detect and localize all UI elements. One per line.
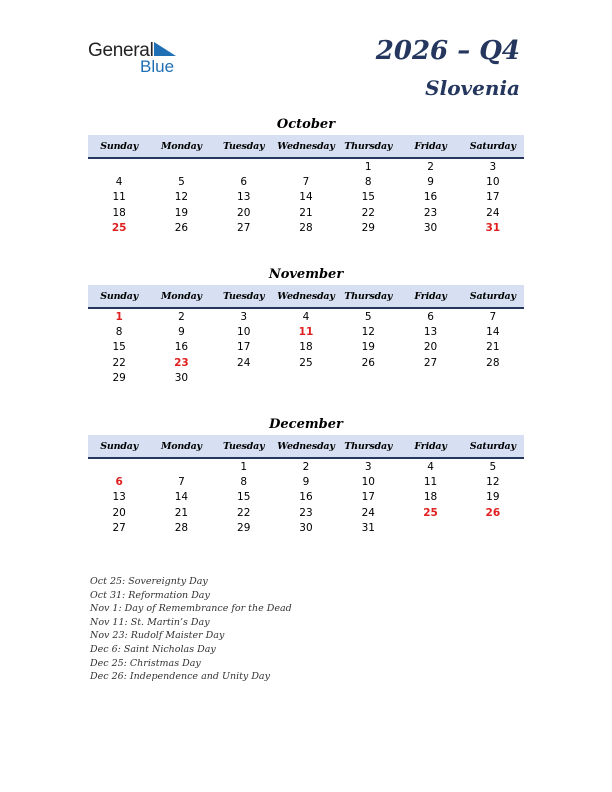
day-cell: 7 <box>302 175 310 188</box>
week-row <box>88 220 524 235</box>
day-cell: 30 <box>423 221 438 234</box>
day-cell: 26 <box>485 506 501 519</box>
day-cell: 14 <box>174 491 189 504</box>
day-cell: 8 <box>364 175 372 188</box>
day-cell: 3 <box>364 460 372 473</box>
brand-name-blue: Blue <box>140 57 175 76</box>
weekday-wednesday: Wednesday <box>277 140 335 152</box>
weekday-thursday: Thursday <box>344 440 393 452</box>
weekday-sunday: Sunday <box>100 140 139 152</box>
weekday-saturday: Saturday <box>469 290 516 302</box>
month-december <box>88 415 524 535</box>
day-cell: 5 <box>364 310 372 323</box>
weekday-wednesday: Wednesday <box>277 290 335 302</box>
weekday-monday: Monday <box>160 290 202 302</box>
weekday-tuesday: Tuesday <box>222 440 265 452</box>
day-cell: 17 <box>486 191 500 204</box>
brand-triangle-icon <box>154 42 176 56</box>
day-cell: 13 <box>112 491 126 504</box>
week-row <box>88 159 524 174</box>
day-cell: 4 <box>302 310 310 323</box>
day-cell: 23 <box>423 206 438 219</box>
holiday-entry: Dec 25: Christmas Day <box>90 657 201 669</box>
weekday-thursday: Thursday <box>344 140 393 152</box>
day-cell: 29 <box>112 371 126 384</box>
month-november <box>88 265 524 385</box>
day-cell: 20 <box>423 341 438 354</box>
day-cell: 28 <box>486 356 500 369</box>
day-cell: 22 <box>112 356 126 369</box>
page-subtitle: Slovenia <box>425 76 520 100</box>
day-cell: 25 <box>299 356 313 369</box>
week-row <box>88 355 524 370</box>
day-cell: 10 <box>237 325 251 338</box>
week-row <box>88 309 524 324</box>
day-cell: 25 <box>423 506 438 519</box>
weekday-wednesday: Wednesday <box>277 440 335 452</box>
weekday-friday: Friday <box>414 440 447 452</box>
week-row <box>88 340 524 355</box>
weekday-sunday: Sunday <box>100 440 139 452</box>
day-cell: 22 <box>237 506 251 519</box>
day-cell: 21 <box>174 506 189 519</box>
day-cell: 9 <box>302 475 310 488</box>
day-cell: 12 <box>486 475 500 488</box>
day-cell: 31 <box>361 521 375 534</box>
day-cell: 7 <box>489 310 497 323</box>
weekday-saturday: Saturday <box>469 140 516 152</box>
day-cell: 8 <box>240 475 248 488</box>
weekday-monday: Monday <box>160 440 202 452</box>
holiday-entry: Dec 26: Independence and Unity Day <box>90 671 270 683</box>
day-cell: 11 <box>112 191 126 204</box>
day-cell: 19 <box>361 341 375 354</box>
month-october <box>88 115 524 235</box>
day-cell: 30 <box>299 521 313 534</box>
day-cell: 5 <box>178 175 185 188</box>
day-cell: 15 <box>361 191 375 204</box>
day-cell: 30 <box>174 371 189 384</box>
day-cell: 1 <box>364 160 372 173</box>
day-cell: 26 <box>174 221 189 234</box>
day-cell: 18 <box>299 341 313 354</box>
weekday-friday: Friday <box>414 140 447 152</box>
week-row <box>88 505 524 520</box>
day-cell: 18 <box>423 491 438 504</box>
day-cell: 19 <box>486 491 500 504</box>
day-cell: 15 <box>112 341 126 354</box>
day-cell: 20 <box>112 506 126 519</box>
day-cell: 1 <box>240 460 248 473</box>
day-cell: 28 <box>299 221 313 234</box>
holiday-entry: Nov 11: St. Martin’s Day <box>90 616 210 628</box>
day-cell: 2 <box>178 310 185 323</box>
day-cell: 20 <box>237 206 251 219</box>
month-name: November <box>268 267 344 282</box>
day-cell: 10 <box>486 175 500 188</box>
day-cell: 24 <box>361 506 375 519</box>
day-cell: 9 <box>427 175 434 188</box>
day-cell: 17 <box>361 491 375 504</box>
day-cell: 16 <box>423 191 438 204</box>
weekday-saturday: Saturday <box>469 440 516 452</box>
day-cell: 2 <box>302 460 310 473</box>
brand-logo <box>88 40 188 76</box>
week-row <box>88 474 524 489</box>
day-cell: 11 <box>423 475 438 488</box>
weekday-sunday: Sunday <box>100 290 139 302</box>
week-row <box>88 205 524 220</box>
week-row <box>88 490 524 505</box>
day-cell: 18 <box>112 206 126 219</box>
day-cell: 23 <box>299 506 313 519</box>
week-row <box>88 459 524 474</box>
week-row <box>88 520 524 535</box>
day-cell: 6 <box>427 310 434 323</box>
day-cell: 4 <box>115 175 123 188</box>
day-cell: 19 <box>174 206 189 219</box>
day-cell: 13 <box>423 325 438 338</box>
holiday-entry: Nov 1: Day of Remembrance for the Dead <box>90 603 292 615</box>
day-cell: 21 <box>299 206 313 219</box>
week-row <box>88 324 524 339</box>
day-cell: 6 <box>240 175 248 188</box>
weekday-monday: Monday <box>160 140 202 152</box>
weekday-header <box>88 285 524 309</box>
page-title: 2026 – Q4 <box>375 36 520 66</box>
day-cell: 23 <box>174 356 189 369</box>
day-cell: 25 <box>111 221 127 234</box>
day-cell: 16 <box>174 341 189 354</box>
day-cell: 1 <box>115 310 123 323</box>
week-row <box>88 370 524 385</box>
weekday-header <box>88 435 524 459</box>
weekday-friday: Friday <box>414 290 447 302</box>
day-cell: 26 <box>361 356 375 369</box>
day-cell: 3 <box>240 310 248 323</box>
day-cell: 9 <box>178 325 185 338</box>
day-cell: 13 <box>237 191 251 204</box>
week-row <box>88 174 524 189</box>
day-cell: 2 <box>427 160 434 173</box>
day-cell: 4 <box>427 460 434 473</box>
holiday-list <box>90 575 292 684</box>
day-cell: 27 <box>237 221 251 234</box>
day-cell: 15 <box>237 491 251 504</box>
day-cell: 12 <box>174 191 189 204</box>
day-cell: 28 <box>174 521 189 534</box>
week-row <box>88 190 524 205</box>
day-cell: 8 <box>115 325 123 338</box>
day-cell: 24 <box>486 206 500 219</box>
day-cell: 21 <box>486 341 500 354</box>
day-cell: 22 <box>361 206 375 219</box>
day-cell: 6 <box>115 475 123 488</box>
weekday-tuesday: Tuesday <box>222 140 265 152</box>
day-cell: 24 <box>237 356 251 369</box>
holiday-entry: Oct 25: Sovereignty Day <box>90 576 208 587</box>
day-cell: 27 <box>112 521 126 534</box>
day-cell: 16 <box>299 491 313 504</box>
day-cell: 14 <box>299 191 313 204</box>
day-cell: 29 <box>237 521 251 534</box>
brand-name-general: General <box>88 40 154 61</box>
month-name: December <box>269 417 343 432</box>
holiday-entry: Dec 6: Saint Nicholas Day <box>90 643 216 655</box>
day-cell: 14 <box>486 325 500 338</box>
day-cell: 10 <box>361 475 375 488</box>
weekday-header <box>88 135 524 159</box>
holiday-entry: Nov 23: Rudolf Maister Day <box>90 630 225 642</box>
day-cell: 27 <box>423 356 438 369</box>
day-cell: 3 <box>489 160 497 173</box>
weekday-tuesday: Tuesday <box>222 290 265 302</box>
weekday-thursday: Thursday <box>344 290 393 302</box>
day-cell: 7 <box>178 475 185 488</box>
day-cell: 5 <box>489 460 497 473</box>
day-cell: 29 <box>361 221 375 234</box>
day-cell: 11 <box>298 325 314 338</box>
month-name: October <box>276 117 336 132</box>
day-cell: 12 <box>361 325 375 338</box>
holiday-entry: Oct 31: Reformation Day <box>90 589 210 601</box>
day-cell: 31 <box>485 221 501 234</box>
day-cell: 17 <box>237 341 251 354</box>
